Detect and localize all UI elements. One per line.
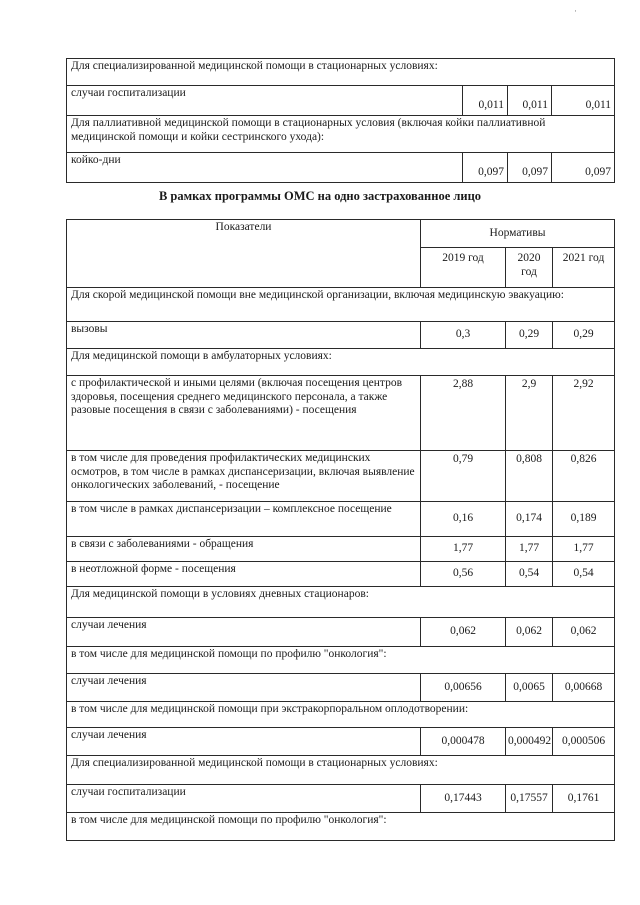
row-label: с профилактической и иными целями (включая посещения центров здоровья, посещения среднего медицинского персонала, а также разовые посещения в связи с заболеваниями) - посещения xyxy=(67,376,421,451)
row-label: случаи лечения xyxy=(67,674,421,702)
table-row xyxy=(67,674,615,702)
section-label: Для скорой медицинской помощи вне медицинской организации, включая медицинскую эвакуацию: xyxy=(67,288,615,322)
value-cell: 0,000506 xyxy=(553,728,615,756)
table-row xyxy=(67,376,615,451)
table-row xyxy=(67,288,615,322)
table-header-row xyxy=(67,220,615,248)
value-cell: 0,011 xyxy=(508,86,552,116)
value-cell: 0,54 xyxy=(553,562,615,587)
value-cell: 0,17443 xyxy=(421,785,506,813)
table-body xyxy=(67,288,615,841)
table-row xyxy=(67,618,615,647)
table-row xyxy=(67,502,615,537)
row-label: в том числе в рамках диспансеризации – комплексное посещение xyxy=(67,502,421,537)
row-label: случаи лечения xyxy=(67,728,421,756)
table-row xyxy=(67,785,615,813)
row-label: случаи госпитализации xyxy=(67,86,463,116)
table-row xyxy=(67,647,615,674)
section-label: Для паллиативной медицинской помощи в стационарных условия (включая койки паллиативной медицинской помощи и койки сестринского ухода): xyxy=(67,116,615,153)
value-cell: 0,29 xyxy=(506,322,553,349)
value-cell: 0,000492 xyxy=(506,728,553,756)
table-row xyxy=(67,153,615,183)
section-label: в том числе для медицинской помощи по профилю "онкология": xyxy=(67,647,615,674)
value-cell: 0,011 xyxy=(463,86,508,116)
value-cell: 0,062 xyxy=(421,618,506,647)
year-header: 2019 год xyxy=(421,248,506,288)
value-cell: 0,00656 xyxy=(421,674,506,702)
section-title: В рамках программы ОМС на одно застрахованное лицо xyxy=(158,189,482,203)
section-label: Для специализированной медицинской помощи в стационарных условиях: xyxy=(67,59,615,86)
value-cell: 0,097 xyxy=(463,153,508,183)
value-cell: 0,062 xyxy=(553,618,615,647)
table-row xyxy=(67,322,615,349)
value-cell: 0,16 xyxy=(421,502,506,537)
value-cell: 0,1761 xyxy=(553,785,615,813)
year-header: 2020 год xyxy=(506,248,553,288)
value-cell: 1,77 xyxy=(553,537,615,562)
table-row xyxy=(67,451,615,502)
row-label: случаи госпитализации xyxy=(67,785,421,813)
value-cell: 0,011 xyxy=(552,86,615,116)
table-row xyxy=(67,587,615,618)
value-cell: 2,9 xyxy=(506,376,553,451)
value-cell: 0,097 xyxy=(552,153,615,183)
table-row xyxy=(67,116,615,153)
section-label: Для медицинской помощи в условиях дневных стационаров: xyxy=(67,587,615,618)
table-row xyxy=(67,728,615,756)
table-row xyxy=(67,702,615,728)
value-cell: 2,92 xyxy=(553,376,615,451)
row-label: в связи с заболеваниями - обращения xyxy=(67,537,421,562)
row-label: случаи лечения xyxy=(67,618,421,647)
corner-mark: · xyxy=(574,6,577,16)
value-cell: 0,062 xyxy=(506,618,553,647)
value-cell: 0,174 xyxy=(506,502,553,537)
table-row xyxy=(67,562,615,587)
normative-table-2 xyxy=(66,219,615,841)
value-cell: 0,808 xyxy=(506,451,553,502)
value-cell: 0,097 xyxy=(508,153,552,183)
table-row xyxy=(67,813,615,841)
table-row xyxy=(67,86,615,116)
section-label: Для медицинской помощи в амбулаторных условиях: xyxy=(67,349,615,376)
section-label: в том числе для медицинской помощи по профилю "онкология": xyxy=(67,813,615,841)
value-cell: 0,29 xyxy=(553,322,615,349)
value-cell: 1,77 xyxy=(421,537,506,562)
value-cell: 0,56 xyxy=(421,562,506,587)
value-cell: 0,826 xyxy=(553,451,615,502)
row-label: в том числе для проведения профилактических медицинских осмотров, в том числе в рамках диспансеризации, включая выявление онкологических заболеваний, - посещение xyxy=(67,451,421,502)
section-label: Для специализированной медицинской помощи в стационарных условиях: xyxy=(67,756,615,785)
value-cell: 1,77 xyxy=(506,537,553,562)
value-cell: 0,000478 xyxy=(421,728,506,756)
table-row xyxy=(67,349,615,376)
table-row xyxy=(67,59,615,86)
value-cell: 0,3 xyxy=(421,322,506,349)
row-label: койко-дни xyxy=(67,153,463,183)
table-row xyxy=(67,756,615,785)
value-cell: 0,00668 xyxy=(553,674,615,702)
value-cell: 2,88 xyxy=(421,376,506,451)
indicators-header: Показатели xyxy=(67,220,421,288)
value-cell: 0,54 xyxy=(506,562,553,587)
normative-table-1 xyxy=(66,58,615,183)
section-label: в том числе для медицинской помощи при экстракорпоральном оплодотворении: xyxy=(67,702,615,728)
year-header: 2021 год xyxy=(553,248,615,288)
table-row xyxy=(67,537,615,562)
value-cell: 0,79 xyxy=(421,451,506,502)
value-cell: 0,0065 xyxy=(506,674,553,702)
row-label: вызовы xyxy=(67,322,421,349)
row-label: в неотложной форме - посещения xyxy=(67,562,421,587)
value-cell: 0,189 xyxy=(553,502,615,537)
value-cell: 0,17557 xyxy=(506,785,553,813)
norms-header: Нормативы xyxy=(421,220,615,248)
